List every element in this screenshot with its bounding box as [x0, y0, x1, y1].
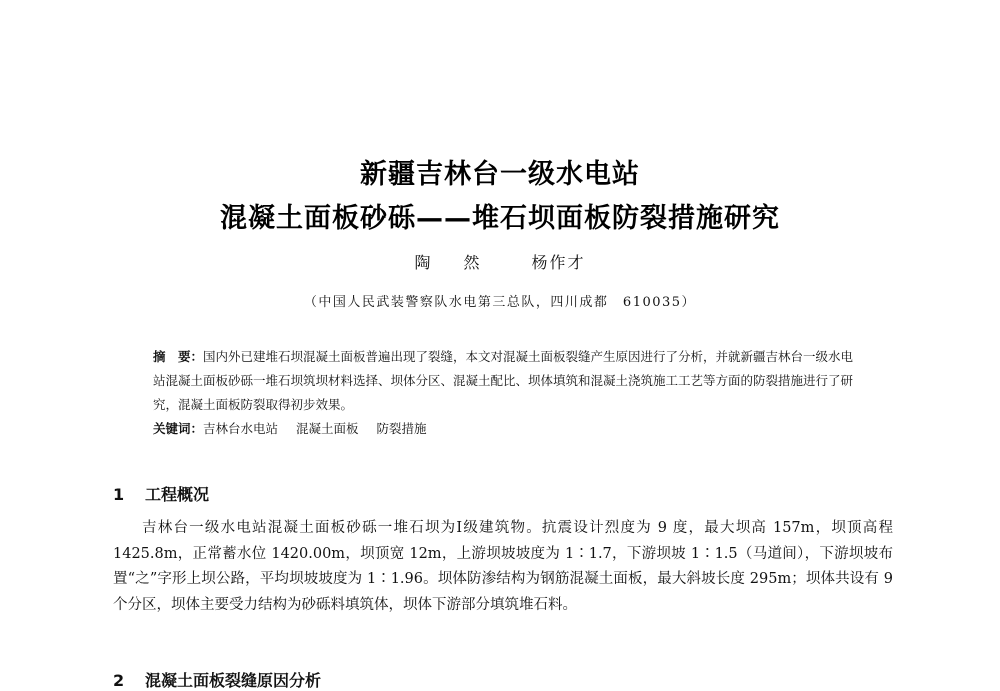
authors — [0, 250, 1000, 273]
keywords-label: 关键词： — [153, 421, 204, 436]
section-heading-2 — [113, 668, 321, 691]
section-1-body — [113, 516, 893, 618]
keyword: 混凝土面板 — [296, 421, 359, 436]
affiliation: （中国人民武装警察队水电第三总队，四川成都 610035） — [303, 295, 697, 310]
section-number: 2 — [113, 671, 125, 690]
section-heading-1 — [113, 482, 209, 505]
keyword: 防裂措施 — [376, 421, 427, 436]
section-title: 工程概况 — [145, 485, 210, 504]
abstract-label: 摘 要： — [153, 349, 204, 364]
paper-title-line1: 新疆吉林台一级水电站 — [360, 159, 640, 190]
author-1: 陶 然 — [414, 253, 494, 272]
body-paragraph: 吉林台一级水电站混凝土面板砂砾一堆石坝为Ⅰ级建筑物。抗震设计烈度为 9 度，最大坝高 157m，坝顶高程 1425.8m，正常蓄水位 1420.00m，坝顶宽 12m，上游坝坡坡度为 1∶1.7，下游坝坡 1∶1.5（马道间），下游坝坡布置“之”字形上坝公路，平均坝坡坡度为 1∶1.96。坝体防渗结构为钢筋混凝土面板，最大斜坡长度 295m；坝体共设有 9 个分区，坝体主要受力结构为砂砾料填筑体，坝体下游部分填筑堆石料。 — [113, 520, 893, 613]
abstract — [153, 345, 859, 441]
keyword: 吉林台水电站 — [203, 421, 279, 436]
paper-title-line2: 混凝土面板砂砾——堆石坝面板防裂措施研究 — [220, 203, 780, 234]
section-number: 1 — [113, 485, 125, 504]
abstract-paragraph — [153, 345, 859, 417]
section-title: 混凝土面板裂缝原因分析 — [145, 671, 322, 690]
keywords-line — [153, 417, 859, 441]
author-2: 杨作才 — [531, 253, 586, 272]
abstract-text: 国内外已建堆石坝混凝土面板普遍出现了裂缝，本文对混凝土面板裂缝产生原因进行了分析，并就新疆吉林台一级水电站混凝土面板砂砾一堆石坝筑坝材料选择、坝体分区、混凝土配比、坝体填筑和混凝土浇筑施工工艺等方面的防裂措施进行了研究，混凝土面板防裂取得初步效果。 — [153, 349, 854, 412]
